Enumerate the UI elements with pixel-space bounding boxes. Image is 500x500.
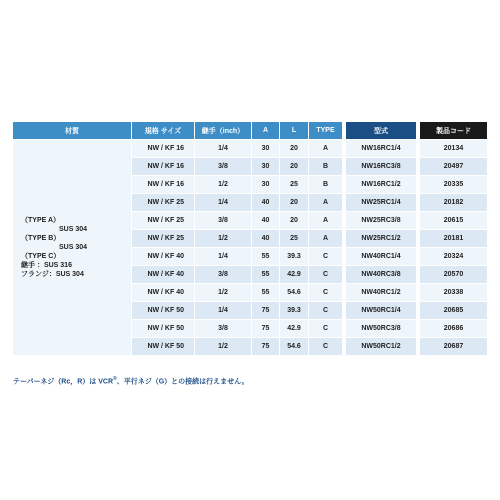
cell-size: NW / KF 50 <box>131 301 194 319</box>
header-l: L <box>279 122 308 139</box>
cell-code: 20686 <box>416 319 487 337</box>
cell-type: C <box>308 265 342 283</box>
cell-size: NW / KF 25 <box>131 229 194 247</box>
registered-mark: ® <box>113 376 117 382</box>
cell-code: 20685 <box>416 301 487 319</box>
cell-l: 25 <box>279 229 308 247</box>
cell-type: B <box>308 157 342 175</box>
cell-material <box>13 139 131 355</box>
header-material: 材質 <box>13 122 131 139</box>
cell-code: 20134 <box>416 139 487 157</box>
cell-model: NW16RC1/2 <box>342 175 416 193</box>
table-row <box>13 139 487 157</box>
material-line: フランジ：SUS 304 <box>21 271 84 278</box>
cell-l: 25 <box>279 175 308 193</box>
cell-a: 40 <box>251 229 279 247</box>
cell-code: 20570 <box>416 265 487 283</box>
cell-model: NW25RC1/4 <box>342 193 416 211</box>
cell-a: 55 <box>251 283 279 301</box>
cell-type: C <box>308 301 342 319</box>
cell-size: NW / KF 50 <box>131 319 194 337</box>
cell-size: NW / KF 40 <box>131 247 194 265</box>
cell-thread: 1/4 <box>194 247 251 265</box>
cell-a: 75 <box>251 337 279 355</box>
cell-thread: 1/4 <box>194 301 251 319</box>
cell-l: 20 <box>279 157 308 175</box>
cell-model: NW16RC1/4 <box>342 139 416 157</box>
cell-code: 20181 <box>416 229 487 247</box>
cell-thread: 3/8 <box>194 265 251 283</box>
cell-a: 30 <box>251 139 279 157</box>
cell-size: NW / KF 40 <box>131 265 194 283</box>
cell-l: 39.3 <box>279 247 308 265</box>
cell-l: 42.9 <box>279 265 308 283</box>
cell-model: NW25RC3/8 <box>342 211 416 229</box>
cell-model: NW40RC1/2 <box>342 283 416 301</box>
header-size: 規格 サイズ <box>131 122 194 139</box>
cell-thread: 1/2 <box>194 175 251 193</box>
cell-l: 20 <box>279 139 308 157</box>
cell-a: 40 <box>251 211 279 229</box>
cell-type: C <box>308 283 342 301</box>
table-body <box>13 139 487 355</box>
cell-type: A <box>308 139 342 157</box>
material-line: SUS 304 <box>59 244 88 251</box>
cell-size: NW / KF 40 <box>131 283 194 301</box>
cell-thread: 3/8 <box>194 157 251 175</box>
cell-thread: 1/4 <box>194 139 251 157</box>
cell-size: NW / KF 16 <box>131 139 194 157</box>
spec-table <box>13 122 487 355</box>
header-row <box>13 122 487 139</box>
material-line: SUS 304 <box>59 226 88 233</box>
header-thread: 継手（inch） <box>194 122 251 139</box>
cell-a: 75 <box>251 319 279 337</box>
header-type: TYPE <box>308 122 342 139</box>
cell-size: NW / KF 16 <box>131 157 194 175</box>
cell-code: 20335 <box>416 175 487 193</box>
cell-thread: 3/8 <box>194 319 251 337</box>
cell-a: 75 <box>251 301 279 319</box>
cell-type: A <box>308 211 342 229</box>
cell-code: 20615 <box>416 211 487 229</box>
cell-model: NW40RC1/4 <box>342 247 416 265</box>
cell-type: A <box>308 229 342 247</box>
material-line: （TYPE A） <box>21 217 61 224</box>
cell-a: 30 <box>251 157 279 175</box>
cell-a: 30 <box>251 175 279 193</box>
header-code: 製品コード <box>416 122 487 139</box>
cell-thread: 1/2 <box>194 337 251 355</box>
cell-l: 42.9 <box>279 319 308 337</box>
material-line: （TYPE B） <box>21 235 61 242</box>
cell-thread: 3/8 <box>194 211 251 229</box>
cell-type: B <box>308 175 342 193</box>
cell-size: NW / KF 16 <box>131 175 194 193</box>
cell-size: NW / KF 25 <box>131 211 194 229</box>
cell-code: 20338 <box>416 283 487 301</box>
cell-model: NW50RC1/2 <box>342 337 416 355</box>
header-a: A <box>251 122 279 139</box>
cell-l: 54.6 <box>279 283 308 301</box>
cell-code: 20182 <box>416 193 487 211</box>
cell-code: 20324 <box>416 247 487 265</box>
material-line: 継手 ：SUS 316 <box>21 262 72 269</box>
cell-size: NW / KF 25 <box>131 193 194 211</box>
cell-type: C <box>308 337 342 355</box>
cell-thread: 1/2 <box>194 283 251 301</box>
cell-type: C <box>308 247 342 265</box>
cell-l: 54.6 <box>279 337 308 355</box>
cell-a: 55 <box>251 247 279 265</box>
cell-model: NW50RC3/8 <box>342 319 416 337</box>
header-model: 型式 <box>342 122 416 139</box>
cell-model: NW25RC1/2 <box>342 229 416 247</box>
cell-l: 39.3 <box>279 301 308 319</box>
cell-l: 20 <box>279 211 308 229</box>
material-line: （TYPE C） <box>21 253 61 260</box>
footnote-text: テーパーネジ（Rc，R）は VCR <box>13 378 114 386</box>
cell-size: NW / KF 50 <box>131 337 194 355</box>
cell-type: C <box>308 319 342 337</box>
cell-thread: 1/2 <box>194 229 251 247</box>
cell-model: NW50RC1/4 <box>342 301 416 319</box>
cell-model: NW40RC3/8 <box>342 265 416 283</box>
cell-code: 20687 <box>416 337 487 355</box>
cell-a: 55 <box>251 265 279 283</box>
cell-type: A <box>308 193 342 211</box>
cell-a: 40 <box>251 193 279 211</box>
footnote-text-tail: 、平行ネジ（G）との接続は行えません。 <box>116 378 249 386</box>
footnote <box>13 376 249 386</box>
cell-thread: 1/4 <box>194 193 251 211</box>
cell-code: 20497 <box>416 157 487 175</box>
cell-model: NW16RC3/8 <box>342 157 416 175</box>
cell-l: 20 <box>279 193 308 211</box>
